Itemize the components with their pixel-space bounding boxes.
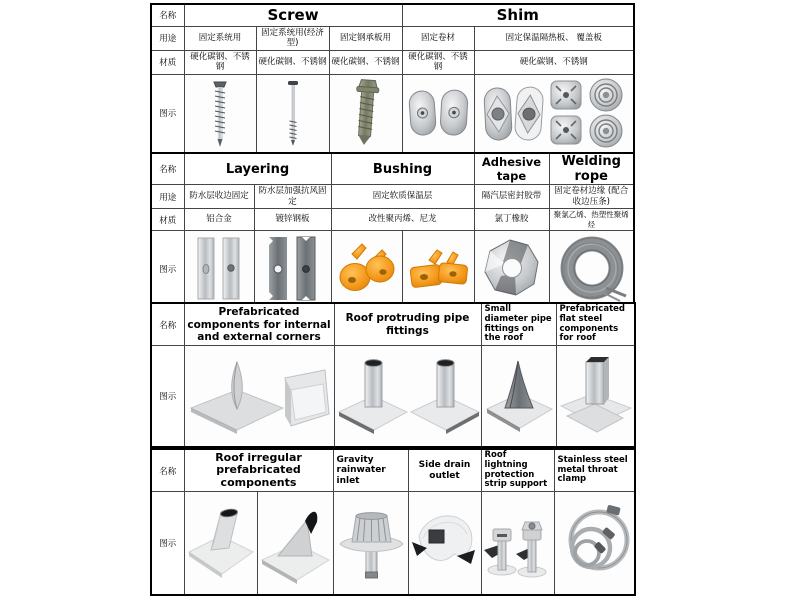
row-label-name: 名称 [151,153,184,185]
material-cell: 硬化碳钢、不锈钢 [184,50,256,74]
square-bushings-image [402,231,474,307]
use-cell: 固定系统用 [184,26,256,50]
row-label-material: 材质 [151,50,184,74]
hose-clamps-image [554,492,635,595]
side-scupper-image [408,492,481,595]
group-header-welding-rope: Welding rope [549,153,634,185]
use-cell: 防水层加强抗风固定 [254,185,331,209]
row-label-use: 用途 [151,185,184,209]
header-pipe-fittings: Roof protruding pipe fittings [334,303,481,346]
round-bushings-image [331,231,402,307]
galvanized-plates-image [254,231,331,307]
group-header-layering: Layering [184,153,331,185]
material-cell: 硬化碳钢、不锈钢 [256,50,329,74]
header-small-pipe-fittings: Small diameter pipe fittings on the roof [481,303,556,346]
pipe-boots-image [334,346,481,447]
rainwater-funnel-image [333,492,408,595]
material-cell: 氯丁橡胶 [474,209,549,231]
material-cell: 铝合金 [184,209,254,231]
aluminium-bars-image [184,231,254,307]
angled-pipe-boot-image [184,492,257,595]
row-label-material: 材质 [151,209,184,231]
fin-component-image [257,492,333,595]
row-label-icon: 图示 [151,346,184,447]
header-throat-clamp: Stainless steel metal throat clamp [554,449,635,492]
group-header-screw: Screw [184,4,402,26]
header-corner-components: Prefabricated components for internal and external corners [184,303,334,346]
use-cell: 隔汽层密封胶带 [474,185,549,209]
row-label-name: 名称 [151,303,184,346]
use-cell: 固定软质保温层 [331,185,474,209]
material-cell: 硬化碳钢、不锈钢 [329,50,402,74]
lightning-supports-image [481,492,554,595]
material-cell: 改性聚丙烯、尼龙 [331,209,474,231]
header-irregular-prefab: Roof irregular prefabricated components [184,449,333,492]
header-side-drain-outlet: Side drain outlet [408,449,481,492]
oval-shim-plates-image [402,75,474,153]
cone-pipe-fitting-image [481,346,556,447]
header-gravity-rainwater-inlet: Gravity rainwater inlet [333,449,408,492]
group-header-shim: Shim [402,4,634,26]
row-label-name: 名称 [151,4,184,26]
self-drilling-screw-image [184,75,256,153]
group-header-bushing: Bushing [331,153,474,185]
economy-screw-image [256,75,329,153]
header-flat-steel: Prefabricated flat steel components for roof [556,303,635,346]
group-header-adhesive-tape: Adhesive tape [474,153,549,185]
row-label-icon: 图示 [151,492,184,595]
welding-rope-coil-image [549,231,634,307]
table-screw-shim [150,3,635,154]
material-cell: 硬化碳钢、不锈钢 [474,50,634,74]
use-cell: 固定系统用(经济型) [256,26,329,50]
hex-washer-screw-image [329,75,402,153]
material-cell: 聚氯乙烯、热塑性聚烯烃 [549,209,634,231]
corner-components-image [184,346,334,447]
table-prefab-components-1 [150,302,636,448]
table-prefab-components-2 [150,448,636,596]
use-cell: 固定保温隔热板、 覆盖板 [474,26,634,50]
use-cell: 防水层收边固定 [184,185,254,209]
use-cell: 固定钢承板用 [329,26,402,50]
use-cell: 固定卷材边缘 (配合收边压条) [549,185,634,209]
table-layering-bushing [150,152,635,308]
row-label-icon: 图示 [151,75,184,153]
square-and-round-shim-plates-image [474,75,634,153]
material-cell: 硬化碳钢、不锈钢 [402,50,474,74]
row-label-name: 名称 [151,449,184,492]
sealing-tape-roll-image [474,231,549,307]
flat-steel-component-image [556,346,635,447]
use-cell: 固定卷材 [402,26,474,50]
material-cell: 镀锌钢板 [254,209,331,231]
row-label-icon: 图示 [151,231,184,307]
header-lightning-support: Roof lightning protection strip support [481,449,554,492]
row-label-use: 用途 [151,26,184,50]
